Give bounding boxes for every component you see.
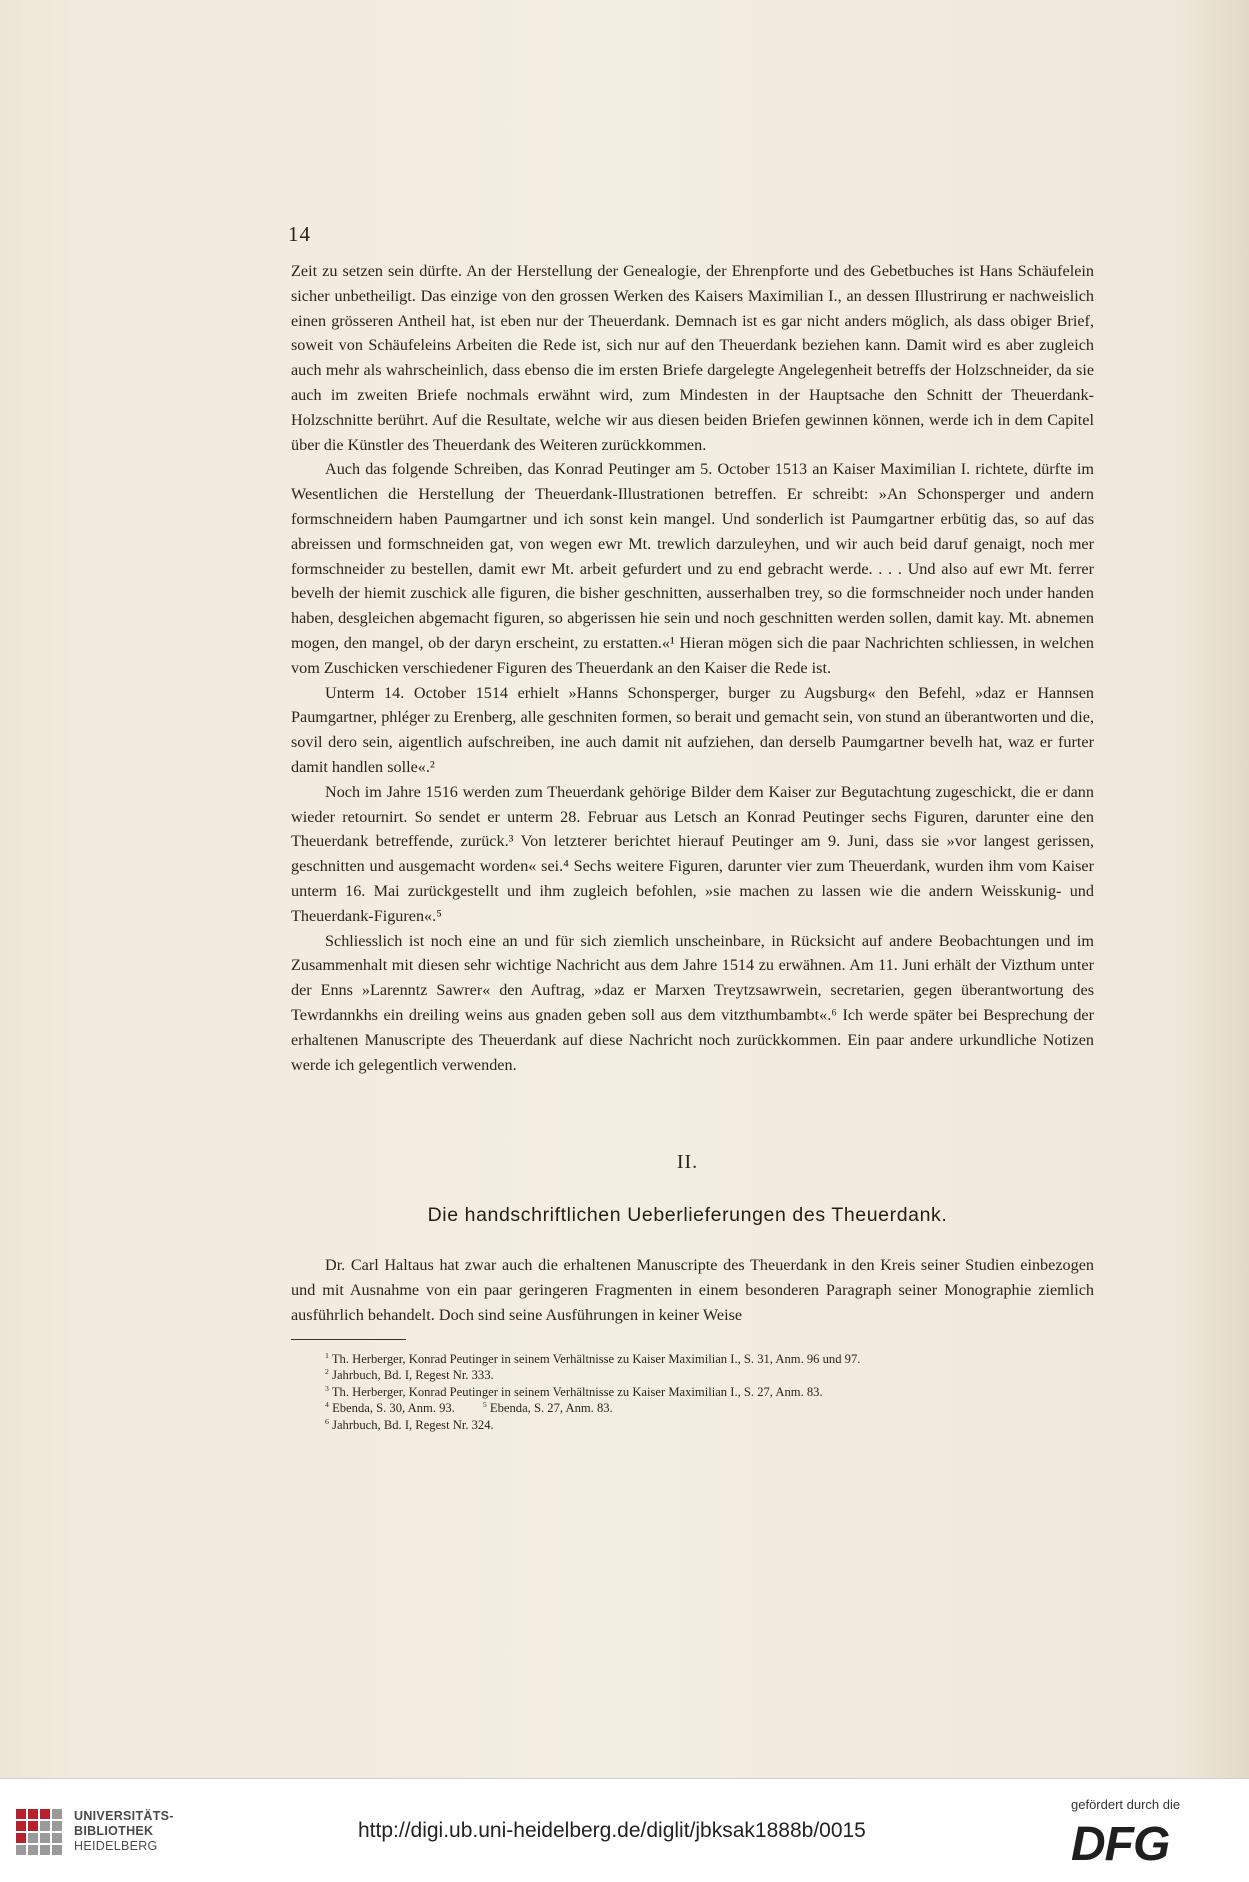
footnote-divider [291,1339,406,1340]
section-title: Die handschriftlichen Ueberlieferungen des Theuerdank. [427,1204,948,1226]
footnote-text: Th. Herberger, Konrad Peutinger in seinem Verhältnisse zu Kaiser Maximilian I., S. 27, Anm. 83. [331,1384,823,1399]
footnote-text: Jahrbuch, Bd. I, Regest Nr. 333. [332,1368,494,1383]
footnote-4-5 [325,1400,1085,1416]
footnote-mark: 4 [325,1400,329,1410]
footnote-3 [325,1384,1085,1400]
body-text [291,259,1094,1077]
library-name [74,1809,174,1854]
footnote-text: Ebenda, S. 30, Anm. 93. [332,1401,455,1416]
paragraph-1: Zeit zu setzen sein dürfte. An der Herstellung der Genealogie, der Ehrenpforte und des Gebetbuches ist Hans Schäufelein sicher unbetheiligt. Das einzige von den grossen Werken des Kaisers Maximilian I., an dessen Illustrirung er nachweislich einen grösseren Antheil hat, ist eben nur der Theuerdank. Demnach ist es gar nicht anders möglich, als dass obiger Brief, soweit von Schäufeleins Arbeiten die Rede ist, sich nur auf den Theuerdank beziehen kann. Damit wird es aber zugleich auch mehr als wahrscheinlich, dass ebenso die im ersten Briefe dargelegte Angelegenheit betreffs der Holzschneider, da sie auch im zweiten Briefe nochmals erwähnt wird, zum Mindesten in der Hauptsache den Schnitt der Theuerdank-Holzschnitte berührt. Auf die Resultate, welche wir aus diesen beiden Briefen gewinnen können, werde ich in dem Capitel über die Künstler des Theuerdank des Weiteren zurückkommen. [291,262,1094,454]
library-name-line: HEIDELBERG [74,1839,158,1853]
footnote-text: Ebenda, S. 27, Anm. 83. [489,1401,613,1416]
permalink-url[interactable]: http://digi.ub.uni-heidelberg.de/diglit/jbksak1888b/0015 [358,1819,866,1842]
section-body-text [291,1253,1094,1327]
dfg-caption: gefördert durch die [1071,1797,1181,1812]
university-library-logo-icon [14,1807,66,1859]
footnote-6 [325,1417,1085,1433]
section-paragraph: Dr. Carl Haltaus hat zwar auch die erhaltenen Manuscripte des Theuerdank in den Kreis seiner Studien einbezogen und mit Ausnahme von ein paar geringeren Fragmenten in einem besonderen Paragraph seiner Monographie ziemlich ausführlich behandelt. Doch sind seine Ausführungen in keiner Weise [291,1256,1094,1324]
library-name-line: BIBLIOTHEK [74,1824,154,1838]
paragraph-3: Unterm 14. October 1514 erhielt »Hanns Schonsperger, burger zu Augsburg« den Befehl, »daz er Hannsen Paumgartner, phléger zu Erenberg, alle geschniten formen, so berait und gemacht sein, von stund an überantworten und die, sovil dero sein, aigentlich aufschreiben, ine auch damit nit aufziehen, dan derselb Paumgartner bevelh hat, waz er furter damit handlen solle«.² [291,683,1094,776]
footnote-mark: 6 [325,1416,329,1426]
paragraph-2: Auch das folgende Schreiben, das Konrad Peutinger am 5. October 1513 an Kaiser Maximilian I. richtete, dürfte im Wesentlichen die Herstellung der Theuerdank-Illustrationen betreffen. Er schreibt: »An Schonsperger und andern formschneidern haben Paumgartner und ich sonst kein mangel. Und sonderlich ist Paumgartner erbütig das, so auf das abreissen und formschneiden gat, von wegen ewr Mt. trewlich darzuleyhen, und wir auch beid daruf genaigt, noch mer formschneider zu bestellen, damit ewr Mt. arbeit gefurdert und zu end gebracht werde. . . . Und also auf ewr Mt. ferrer bevelh der hiemit zuschick alle figuren, die bisher geschnitten, ausserhalben trey, so die formschneider noch under handen haben, desgleichen abgemacht figuren, so abgerissen hie sein und noch geschnitten werden sollen, damit kay. Mt. abnemen mogen, den mangel, ob der daryn erscheint, zu erstatten.«¹ Hieran mögen sich die paar Nachrichten schliessen, in welchen vom Zuschicken verschiedener Figuren des Theuerdank an den Kaiser die Rede ist. [291,460,1094,677]
paragraph-5: Schliesslich ist noch eine an und für sich ziemlich unscheinbare, in Rücksicht auf andere Beobachtungen und im Zusammenhalt mit diesen sehr wichtige Nachricht aus dem Jahre 1514 zu erwähnen. Am 11. Juni erhält der Vizthum unter der Enns »Larenntz Sawrer« den Auftrag, »daz er Marxen Treytzsawrwein, secretarien, gegen überantwortung des Tewrdannkhs ein dreiling weins aus gnaden geben soll aus dem vitzthumbambt«.⁶ Ich werde später bei Besprechung der erhaltenen Manuscripte des Theuerdank auf diese Nachricht noch zurückkommen. Ein paar andere urkundliche Notizen werde ich gelegentlich verwenden. [291,931,1094,1074]
footnote-2 [325,1367,1085,1383]
footnote-1 [325,1351,1085,1367]
viewer-footer [0,1778,1249,1882]
footnote-mark: 2 [325,1367,329,1377]
footnote-text: Th. Herberger, Konrad Peutinger in seinem Verhältnisse zu Kaiser Maximilian I., S. 31, Anm. 96 und 97. [331,1352,861,1366]
dfg-logo: DFG [1071,1818,1170,1871]
footnote-mark: 1 [325,1350,329,1360]
footnote-mark: 3 [325,1383,329,1393]
library-name-line: UNIVERSITÄTS- [74,1809,174,1823]
section-numeral: II. [676,1151,699,1173]
footnotes [325,1351,1085,1433]
footnote-text: Jahrbuch, Bd. I, Regest Nr. 324. [332,1417,494,1432]
paragraph-4: Noch im Jahre 1516 werden zum Theuerdank gehörige Bilder dem Kaiser zur Begutachtung zugeschickt, die er dann wieder retournirt. So sendet er unterm 28. Februar aus Letsch an Konrad Peutinger sechs Figuren, darunter eine den Theuerdank betreffende, zurück.³ Von letzterer berichtet hierauf Peutinger am 9. Juni, dass sie »vor langest gerissen, geschnitten und ausgemacht worden« sei.⁴ Sechs weitere Figuren, darunter vier zum Theuerdank, wurden ihm vom Kaiser unterm 16. Mai zurückgestellt und ihm zugleich befohlen, »sie machen zu lassen wie die andern Weisskunig- und Theuerdank-Figuren«.⁵ [291,782,1094,925]
page-number: 14 [288,222,311,246]
footnote-mark: 5 [482,1400,487,1410]
